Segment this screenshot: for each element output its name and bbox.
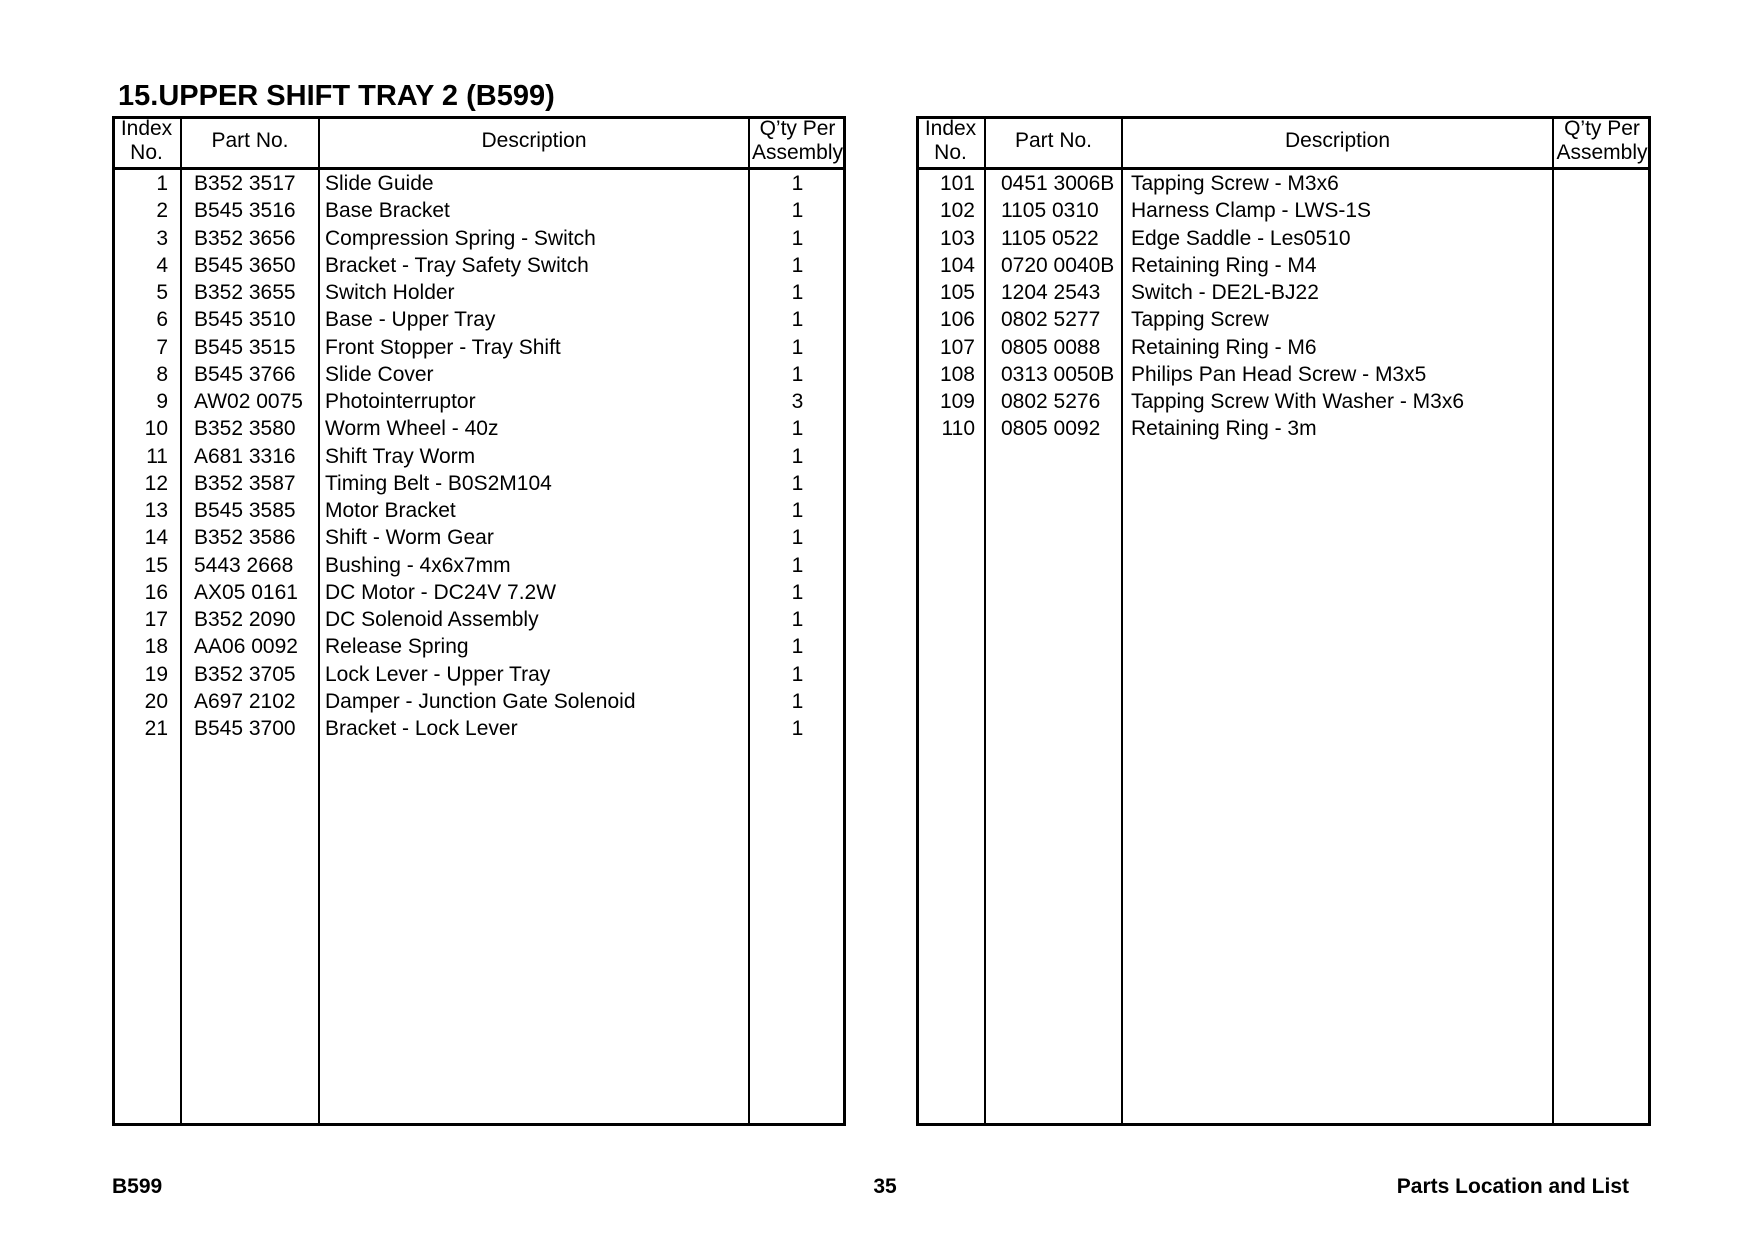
description-cell: Retaining Ring - 3m — [1131, 417, 1317, 441]
index-cell: 109 — [939, 390, 975, 413]
part-no-cell: B545 3766 — [194, 362, 296, 386]
table-row — [112, 388, 846, 415]
index-cell: 4 — [156, 253, 168, 277]
table-row — [916, 170, 1651, 197]
part-no-cell: 0805 0088 — [1001, 335, 1101, 359]
qty-cell: 1 — [791, 608, 804, 631]
part-no-cell: B352 3517 — [194, 172, 296, 195]
table-row — [112, 306, 846, 333]
table-row — [112, 497, 846, 524]
table-row — [916, 197, 1651, 224]
qty-cell: 1 — [791, 362, 804, 386]
description-cell: Bracket - Lock Lever — [325, 717, 518, 740]
index-cell: 102 — [939, 199, 975, 223]
index-cell: 20 — [144, 689, 168, 713]
description-cell: Tapping Screw — [1131, 308, 1269, 332]
qty-cell — [1553, 252, 1651, 279]
table-row — [916, 415, 1651, 442]
index-cell: 21 — [144, 717, 168, 740]
part-no-cell: B352 3580 — [194, 417, 296, 441]
description-cell: Damper - Junction Gate Solenoid — [325, 689, 636, 713]
table-row — [112, 170, 846, 197]
qty-cell — [1553, 361, 1651, 388]
table-row — [916, 225, 1651, 252]
table-row — [112, 633, 846, 660]
qty-cell: 1 — [791, 553, 804, 577]
qty-cell: 1 — [791, 417, 804, 441]
part-no-cell: 0805 0092 — [1001, 417, 1101, 441]
description-cell: Harness Clamp - LWS-1S — [1131, 199, 1372, 223]
part-no-cell: A697 2102 — [194, 689, 296, 713]
index-cell: 11 — [146, 444, 168, 468]
index-cell: 2 — [156, 199, 168, 223]
table-row — [112, 606, 846, 633]
description-cell: Bushing - 4x6x7mm — [325, 553, 511, 577]
qty-cell: 1 — [791, 226, 804, 250]
table-row — [112, 334, 846, 361]
index-cell: 17 — [144, 608, 168, 631]
index-cell: 6 — [156, 308, 168, 332]
part-no-cell: B545 3700 — [194, 717, 296, 740]
index-cell: 5 — [156, 281, 168, 304]
qty-cell — [1553, 306, 1651, 333]
index-cell: 19 — [144, 662, 168, 686]
part-no-cell: A681 3316 — [194, 444, 296, 468]
index-cell: 10 — [144, 417, 168, 441]
qty-cell: 1 — [791, 335, 804, 359]
part-no-cell: B352 3655 — [194, 281, 296, 304]
description-cell: Retaining Ring - M6 — [1131, 335, 1317, 359]
description-cell: Release Spring — [325, 635, 469, 659]
table-body — [112, 170, 846, 742]
footer-model: B599 — [112, 1175, 163, 1198]
index-cell: 9 — [156, 390, 168, 413]
description-cell: DC Solenoid Assembly — [325, 608, 539, 631]
part-no-cell: B545 3516 — [194, 199, 296, 223]
index-cell: 108 — [939, 362, 975, 386]
table-row — [112, 197, 846, 224]
description-cell: Edge Saddle - Les0510 — [1131, 226, 1351, 250]
header-description: Description — [1284, 128, 1391, 152]
qty-cell — [1553, 170, 1651, 197]
index-cell: 3 — [156, 226, 168, 250]
part-no-cell: B352 3705 — [194, 662, 296, 686]
description-cell: Switch - DE2L-BJ22 — [1131, 281, 1319, 304]
description-cell: Retaining Ring - M4 — [1131, 253, 1317, 277]
qty-cell: 1 — [791, 662, 804, 686]
qty-cell: 1 — [791, 253, 804, 277]
table-row — [112, 415, 846, 442]
qty-cell: 1 — [791, 444, 804, 468]
part-no-cell: AX05 0161 — [194, 580, 298, 604]
footer-page-number: 35 — [873, 1175, 897, 1198]
description-cell: Shift Tray Worm — [325, 444, 476, 468]
description-cell: Slide Guide — [325, 172, 434, 195]
index-cell: 14 — [144, 526, 168, 550]
qty-cell: 1 — [791, 635, 804, 659]
page-title: 15.UPPER SHIFT TRAY 2 (B599) — [118, 80, 555, 112]
table-row — [112, 688, 846, 715]
table-row — [916, 252, 1651, 279]
qty-cell — [1553, 279, 1651, 306]
header-qty: Q’ty Per Assembly — [1556, 117, 1648, 164]
index-cell: 8 — [156, 362, 168, 386]
table-row — [916, 334, 1651, 361]
index-cell: 110 — [941, 417, 975, 441]
part-no-cell: 0802 5277 — [1001, 308, 1101, 332]
part-no-cell: 1105 0310 — [1001, 199, 1099, 223]
description-cell: Worm Wheel - 40z — [325, 417, 499, 441]
description-cell: Compression Spring - Switch — [325, 226, 596, 250]
table-row — [916, 306, 1651, 333]
part-no-cell: 1204 2543 — [1001, 281, 1101, 304]
qty-cell: 1 — [791, 281, 804, 304]
table-row — [112, 443, 846, 470]
qty-cell — [1553, 334, 1651, 361]
part-no-cell: 0451 3006B — [1001, 172, 1115, 195]
description-cell: Motor Bracket — [325, 499, 456, 522]
table-row — [112, 579, 846, 606]
table-row — [112, 524, 846, 551]
index-cell: 107 — [939, 335, 975, 359]
part-no-cell: B545 3510 — [194, 308, 296, 332]
header-index: Index No. — [924, 117, 977, 164]
qty-cell: 1 — [791, 499, 804, 522]
header-part-no: Part No. — [211, 128, 289, 152]
index-cell: 101 — [939, 172, 975, 195]
header-part-no: Part No. — [1014, 128, 1093, 152]
table-body — [916, 170, 1651, 443]
part-no-cell: B352 2090 — [194, 608, 296, 631]
qty-cell: 1 — [791, 526, 804, 550]
description-cell: Lock Lever - Upper Tray — [325, 662, 551, 686]
description-cell: Tapping Screw With Washer - M3x6 — [1131, 390, 1464, 413]
header-index: Index No. — [120, 117, 173, 164]
index-cell: 16 — [144, 580, 168, 604]
description-cell: Tapping Screw - M3x6 — [1131, 172, 1339, 195]
index-cell: 103 — [939, 226, 975, 250]
table-row — [112, 470, 846, 497]
part-no-cell: B352 3656 — [194, 226, 296, 250]
part-no-cell: B545 3650 — [194, 253, 296, 277]
description-cell: Shift - Worm Gear — [325, 526, 494, 550]
description-cell: Switch Holder — [325, 281, 455, 304]
part-no-cell: 0720 0040B — [1001, 253, 1115, 277]
index-cell: 13 — [144, 499, 168, 522]
description-cell: Timing Belt - B0S2M104 — [325, 471, 552, 495]
description-cell: DC Motor - DC24V 7.2W — [325, 580, 557, 604]
description-cell: Photointerruptor — [325, 390, 476, 413]
part-no-cell: 5443 2668 — [194, 553, 294, 577]
index-cell: 15 — [144, 553, 168, 577]
table-row — [916, 361, 1651, 388]
footer-section: Parts Location and List — [1396, 1175, 1629, 1198]
table-header — [112, 116, 846, 167]
qty-cell: 1 — [791, 471, 804, 495]
table-row — [916, 279, 1651, 306]
parts-table-left — [112, 116, 846, 1126]
qty-cell — [1553, 197, 1651, 224]
table-row — [916, 388, 1651, 415]
part-no-cell: 0313 0050B — [1001, 362, 1115, 386]
qty-cell: 3 — [791, 390, 804, 413]
table-row — [112, 225, 846, 252]
table-row — [112, 279, 846, 306]
header-description: Description — [481, 128, 587, 152]
description-cell: Bracket - Tray Safety Switch — [325, 253, 589, 277]
part-no-cell: B352 3587 — [194, 471, 296, 495]
description-cell: Slide Cover — [325, 362, 434, 386]
description-cell: Philips Pan Head Screw - M3x5 — [1131, 362, 1427, 386]
qty-cell: 1 — [791, 689, 804, 713]
table-row — [112, 661, 846, 688]
table-row — [112, 552, 846, 579]
table-row — [112, 252, 846, 279]
description-cell: Base Bracket — [325, 199, 450, 223]
qty-cell: 1 — [791, 580, 804, 604]
part-no-cell: 1105 0522 — [1001, 226, 1099, 250]
qty-cell — [1553, 415, 1651, 442]
part-no-cell: AW02 0075 — [194, 390, 303, 413]
qty-cell — [1553, 225, 1651, 252]
part-no-cell: 0802 5276 — [1001, 390, 1101, 413]
description-cell: Front Stopper - Tray Shift — [325, 335, 561, 359]
header-qty: Q’ty Per Assembly — [751, 117, 844, 164]
qty-cell: 1 — [791, 199, 804, 223]
table-row — [112, 715, 846, 742]
part-no-cell: B545 3515 — [194, 335, 296, 359]
description-cell: Base - Upper Tray — [325, 308, 496, 332]
index-cell: 12 — [144, 471, 168, 495]
qty-cell: 1 — [791, 308, 804, 332]
parts-table-right — [916, 116, 1651, 1126]
part-no-cell: B545 3585 — [194, 499, 296, 522]
index-cell: 1 — [156, 172, 168, 195]
index-cell: 106 — [939, 308, 975, 332]
index-cell: 105 — [939, 281, 975, 304]
table-row — [112, 361, 846, 388]
index-cell: 18 — [144, 635, 168, 659]
qty-cell: 1 — [791, 717, 804, 740]
qty-cell — [1553, 388, 1651, 415]
qty-cell: 1 — [791, 172, 804, 195]
index-cell: 7 — [156, 335, 168, 359]
part-no-cell: AA06 0092 — [194, 635, 298, 659]
part-no-cell: B352 3586 — [194, 526, 296, 550]
table-header — [916, 116, 1651, 167]
index-cell: 104 — [939, 253, 975, 277]
